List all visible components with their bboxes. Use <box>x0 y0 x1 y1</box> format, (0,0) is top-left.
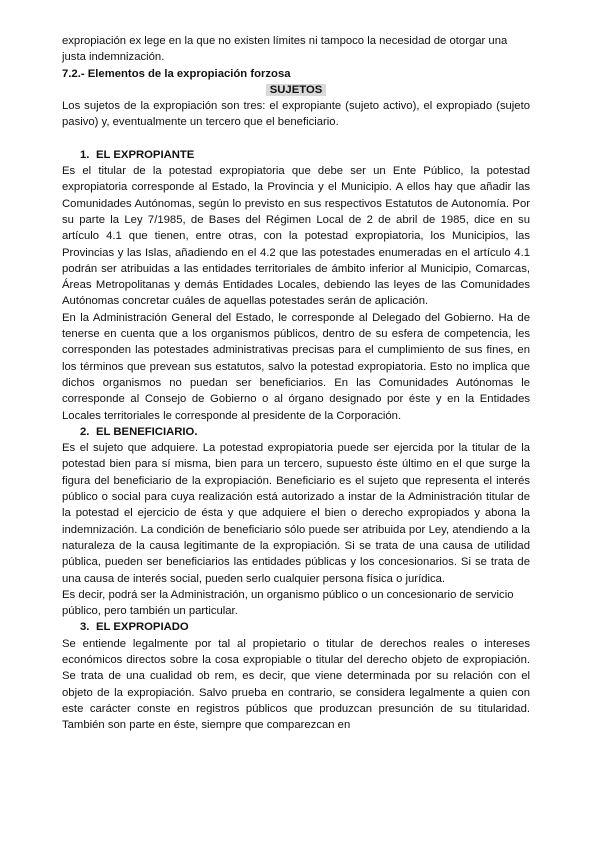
heading-expropiante <box>80 147 530 163</box>
intro-continuation: expropiación ex lege en la que no existen límites ni tampoco la necesidad de otorgar una justa indemnización. <box>62 35 508 64</box>
beneficiario-paragraph-1: Es el sujeto que adquiere. La potestad expropiatoria puede ser ejercida por la titular de la potestad bien para sí misma, bien para un tercero, supuesto éste último en el que surge la figura del beneficiario de la expropiación. Beneficiario es el sujeto que representa el interés público o social para cuya realización está autorizado a instar de la Administración titular de la potestad el ejercicio de ésta y que adquiere el bien o derecho expropiados y abona la indemnización. La condición de beneficiario sólo puede ser atribuida por Ley, atendiendo a la naturaleza de la causa legitimante de la expropiación. Si se trata de una causa de utilidad pública, pueden ser beneficiarios las entidades públicas y los concesionarios. Si se trata de una causa de interés social, pueden serlo cualquier persona física o jurídica. <box>62 442 530 585</box>
expropiante-paragraph-1: Es el titular de la potestad expropiatoria que debe ser un Ente Público, la potestad expropiatoria corresponde al Estado, la Provincia y el Municipio. A ellos hay que añadir las Comunidades Autónomas, según lo previsto en sus respectivos Estatutos de Autonomía. Por su parte la Ley 7/1985, de Bases del Régimen Local de 2 de abril de 1985, dice en su artículo 4.1 que tienen, entre otras, con la potestad expropiatoria, los Municipios, las Provincias y las Islas, añadiendo en el 4.2 que las potestades enumeradas en el artículo 4.1 podrán ser atribuidas a las entidades territoriales de ámbito inferior al Municipio, Comarcas, Áreas Metropolitanas y demás Entidades Locales, debiendo las leyes de las Comunidades Autónomas concretar cuáles de aquellas potestades serán de aplicación. <box>62 165 530 308</box>
heading-number: 2. <box>80 425 90 438</box>
heading-label: EL EXPROPIANTE <box>96 148 195 161</box>
heading-beneficiario <box>80 424 530 440</box>
heading-label: EL BENEFICIARIO. <box>96 425 198 438</box>
beneficiario-paragraph-2: Es decir, podrá ser la Administración, un organismo público o un concesionario de servicio público, pero también un particular. <box>62 588 514 618</box>
spacer <box>62 131 530 147</box>
subjects-label: SUJETOS <box>266 84 327 96</box>
heading-expropiado <box>80 619 530 635</box>
heading-number: 1. <box>80 148 90 161</box>
subjects-heading <box>62 82 530 98</box>
expropiante-paragraph-2: En la Administración General del Estado, le corresponde al Delegado del Gobierno. Ha de tenerse en cuenta que a los organismos públicos, dentro de su esfera de competencia, les corresponden las potestades administrativas precisas para el cumplimiento de sus fines, en los términos que prevean sus estatutos, salvo la potestad expropiatoria. Esto no implica que dichos organismos no puedan ser beneficiarios. En las Comunidades Autónomas le corresponde al Consejo de Gobierno o al órgano designado por éste y en la Entidades Locales territoriales le corresponde al presidente de la Corporación. <box>62 311 530 422</box>
section-title: 7.2.- Elementos de la expropiación forzosa <box>62 67 291 80</box>
heading-label: EL EXPROPIADO <box>96 621 189 634</box>
document-page <box>62 33 530 733</box>
heading-number: 3. <box>80 621 90 634</box>
expropiado-paragraph-1: Se entiende legalmente por tal al propietario o titular de derechos reales o intereses económicos directos sobre la cosa expropiable o titular del derecho objeto de expropiación. Se trata de una cualidad ob rem, es decir, que viene determinada por su relación con el objeto de la expropiación. Salvo prueba en contrario, se considera legalmente a quien con este carácter conste en registros públicos que produzcan presunción de su titularidad. También son parte en éste, siempre que comparezcan en <box>62 637 530 732</box>
subjects-summary: Los sujetos de la expropiación son tres: el expropiante (sujeto activo), el expropiado (sujeto pasivo) y, eventualmente un tercero que el beneficiario. <box>62 100 530 129</box>
